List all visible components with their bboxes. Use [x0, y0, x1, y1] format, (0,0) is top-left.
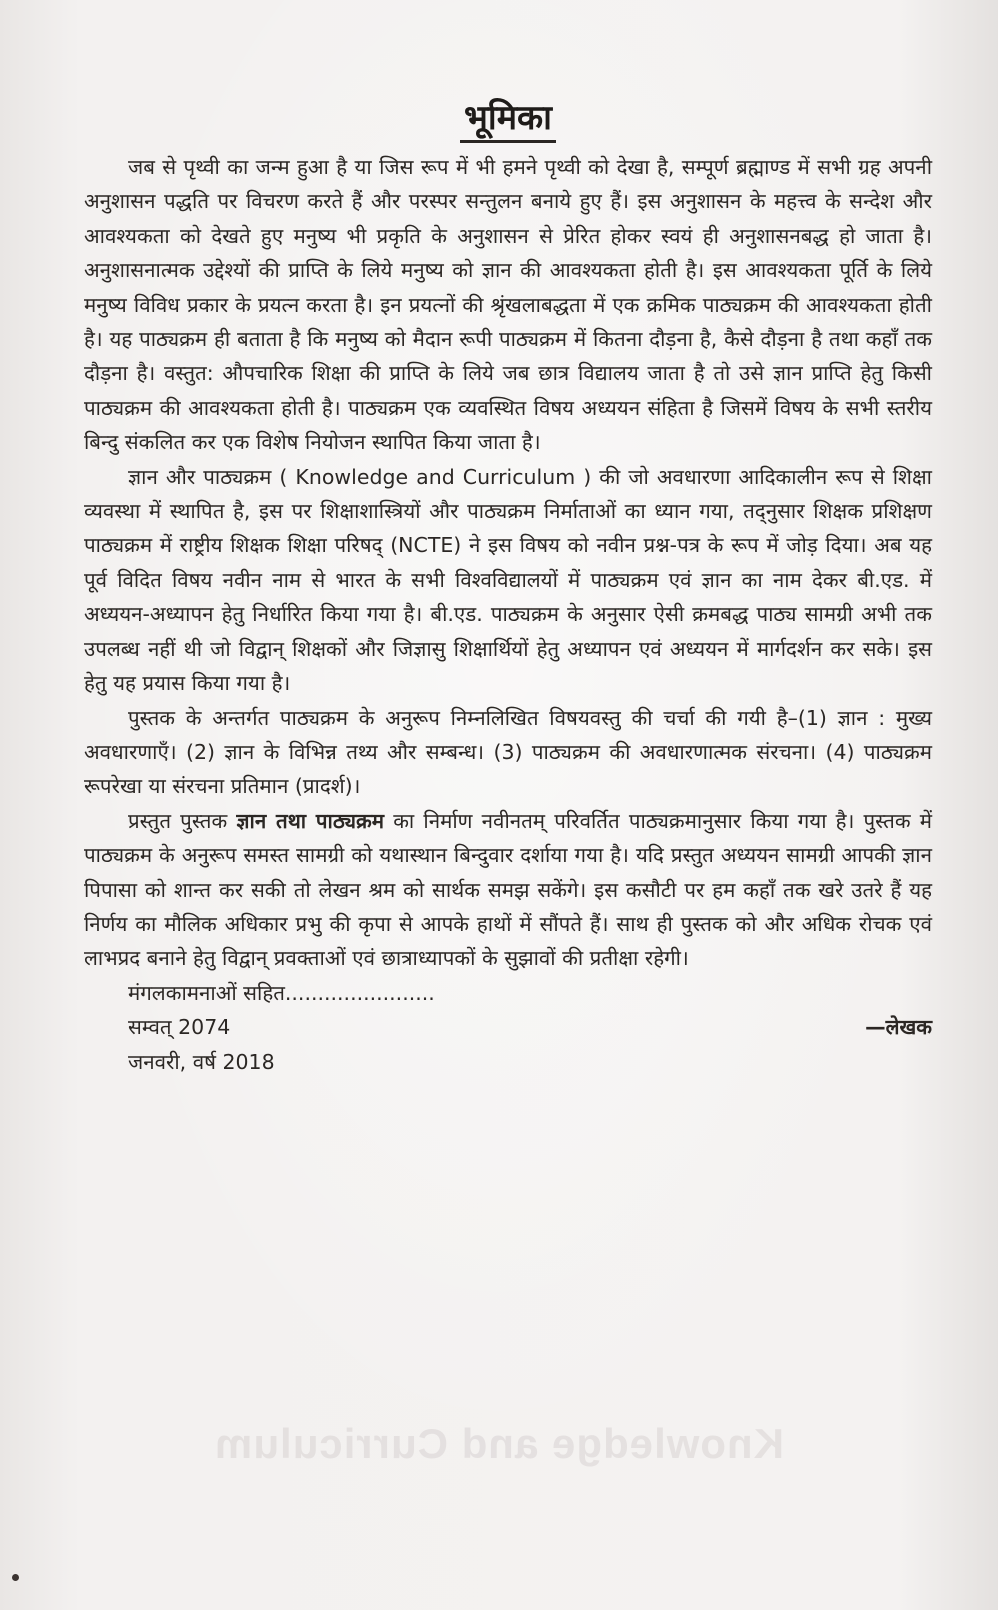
paragraph-3: पुस्तक के अन्तर्गत पाठ्यक्रम के अनुरूप निम्नलिखित विषयवस्तु की चर्चा की गयी है–(1) ज्ञान : मुख्य अवधारणाएँ। (2) ज्ञान के विभिन्न तथ्य और सम्बन्ध। (3) पाठ्यक्रम की अवधारणात्मक संरचना। (4) पाठ्यक्रम रूपरेखा या संरचना प्रतिमान (प्रादर्श)। [84, 705, 932, 799]
signature-row [84, 1010, 932, 1044]
samvat-date: सम्वत् 2074 [128, 1015, 231, 1040]
page-title [84, 92, 932, 144]
paragraph-2: ज्ञान और पाठ्यक्रम ( Knowledge and Curriculum ) की जो अवधारणा आदिकालीन रूप से शिक्षा व्यवस्था में स्थापित है, इस पर शिक्षाशास्त्रियों और पाठ्यक्रम निर्माताओं का ध्यान गया, तद्नुसार शिक्षक प्रशिक्षण पाठ्यक्रम में राष्ट्रीय शिक्षक शिक्षा परिषद् (NCTE) ने इस विषय को नवीन प्रश्न-पत्र के रूप में जोड़ दिया। अब यह पूर्व विदित विषय नवीन नाम से भारत के सभी विश्वविद्यालयों में पाठ्यक्रम एवं ज्ञान का नाम देकर बी.एड. में अध्ययन-अध्यापन हेतु निर्धारित किया गया है। बी.एड. पाठ्यक्रम के अनुसार ऐसी क्रमबद्ध पाठ्य सामग्री अभी तक उपलब्ध नहीं थी जो विद्वान् शिक्षकों और जिज्ञासु शिक्षार्थियों हेतु अध्यापन एवं अध्ययन में मार्गदर्शन कर सके। इस हेतु यह प्रयास किया गया है। [84, 464, 932, 696]
ink-dot [12, 1574, 19, 1581]
paragraph-4-start: प्रस्तुत पुस्तक [128, 808, 237, 833]
paragraph-4 [84, 804, 932, 976]
page-title-text: भूमिका [460, 98, 556, 143]
publication-date: जनवरी, वर्ष 2018 [128, 1049, 275, 1074]
book-title-bold: ज्ञान तथा पाठ्यक्रम [236, 808, 385, 833]
paragraph-4-end: का निर्माण नवीनतम् परिवर्तित पाठ्यक्रमानुसार किया गया है। पुस्तक में पाठ्यक्रम के अनुरूप समस्त सामग्री को यथास्थान बिन्दुवार दर्शाया गया है। यदि प्रस्तुत अध्ययन सामग्री आपकी ज्ञान पिपासा को शान्त कर सकी तो लेखन श्रम को सार्थक समझ सकेंगे। इस कसौटी पर हम कहाँ तक खरे उतरे हैं यह निर्णय का मौलिक अधिकार प्रभु की कृपा से आपके हाथों में सौंपते हैं। साथ ही पुस्तक को और अधिक रोचक एवं लाभप्रद बनाने हेतु विद्वान् प्रवक्ताओं एवं छात्राध्यापकों के सुझावों की प्रतीक्षा रहेगी। [84, 808, 932, 971]
closing-wishes: मंगलकामनाओं सहित....................... [128, 980, 435, 1005]
bleed-through-watermark: Knowledge and Curriculum [213, 1420, 785, 1467]
paragraph-1: जब से पृथ्वी का जन्म हुआ है या जिस रूप में भी हमने पृथ्वी को देखा है, सम्पूर्ण ब्रह्माण्ड में सभी ग्रह अपनी अनुशासन पद्धति पर विचरण करते हैं और परस्पर सन्तुलन बनाये हुए हैं। इस अनुशासन के महत्त्व के सन्देश और आवश्यकता को देखते हुए मनुष्य भी प्रकृति के अनुशासन से प्रेरित होकर स्वयं ही अनुशासनबद्ध हो जाता है। अनुशासनात्मक उद्देश्यों की प्राप्ति के लिये मनुष्य को ज्ञान की आवश्यकता होती है। इस आवश्यकता पूर्ति के लिये मनुष्य विविध प्रकार के प्रयत्न करता है। इन प्रयत्नों की श्रृंखलाबद्धता में एक क्रमिक पाठ्यक्रम की आवश्यकता होती है। यह पाठ्यक्रम ही बताता है कि मनुष्य को मैदान रूपी पाठ्यक्रम में कितना दौड़ना है, कैसे दौड़ना है तथा कहाँ तक दौड़ना है। वस्तुत: औपचारिक शिक्षा की प्राप्ति के लिये जब छात्र विद्यालय जाता है तो उसे ज्ञान प्राप्ति हेतु किसी पाठ्यक्रम की आवश्यकता होती है। पाठ्यक्रम एक व्यवस्थित विषय अध्ययन संहिता है जिसमें विषय के सभी स्तरीय बिन्दु संकलित कर एक विशेष नियोजन स्थापित किया जाता है। [84, 155, 932, 455]
author-signature: —लेखक [865, 1015, 932, 1040]
preface-content [84, 92, 932, 1079]
